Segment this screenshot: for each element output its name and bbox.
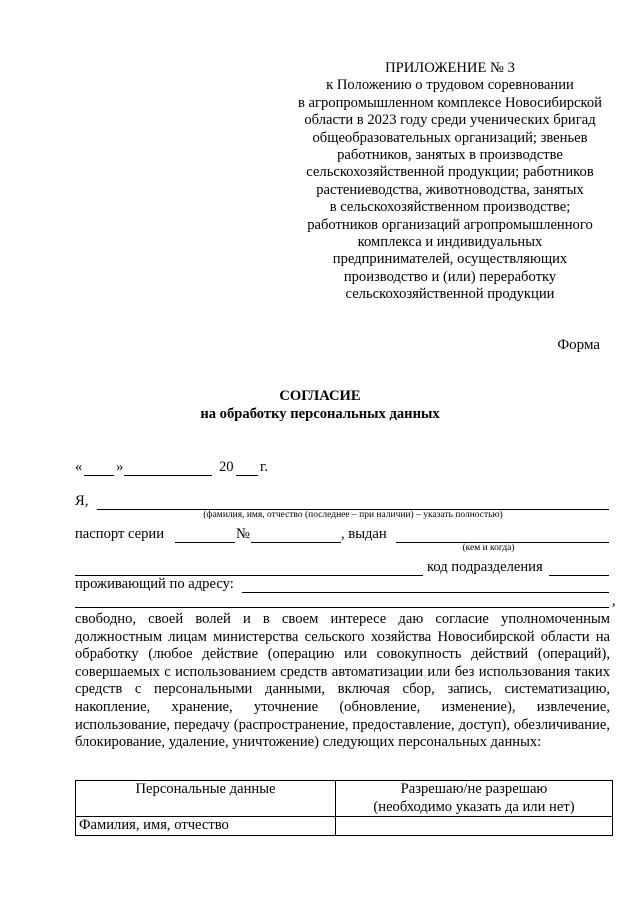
passport-series-label: паспорт серии	[75, 526, 165, 542]
appendix-lines	[282, 77, 618, 303]
personal-data-table	[75, 780, 613, 836]
appendix-line: предпринимателей, осуществляющих	[332, 251, 568, 268]
address-field-line-2[interactable]	[75, 607, 609, 608]
date-year-prefix: 20	[219, 459, 234, 475]
appendix-line: в сельскохозяйственном производстве;	[329, 199, 571, 216]
division-code-label: код подразделения	[427, 559, 543, 575]
date-month-field[interactable]	[124, 475, 212, 476]
appendix-line: работников организаций агропромышленного	[307, 216, 593, 233]
appendix-line: комплекса и индивидуальных	[357, 234, 543, 251]
date-year-suffix: г.	[260, 459, 268, 475]
appendix-line: сельскохозяйственной продукции	[345, 286, 555, 303]
consent-text: свободно, своей волей и в своем интересе даю согласие уполномоченным должностным лицам министерства сельского хозяйства Новосибирской области на обработку (любое действие (операцию или совокупность действий (операций), совершаемых с использованием средств автоматизации или без использования таких средств с персональными данными, включая сбор, запись, систематизацию, накопление, хранение, уточнение (обновление, изменение), извлечение, использование, передачу (распространение, предоставление, доступ), обезличивание, блокирование, удаление, уничтожение) следующих персональных данных:	[75, 611, 610, 751]
appendix-line: в агропромышленном комплексе Новосибирской	[297, 94, 602, 111]
appendix-line: общеобразовательных организаций; звеньев	[312, 129, 588, 146]
passport-series-field[interactable]	[175, 542, 235, 543]
personal-data-cell: Фамилия, имя, отчество	[76, 817, 336, 836]
permission-cell[interactable]	[336, 817, 613, 836]
passport-number-label: №	[236, 526, 250, 542]
appendix-line: сельскохозяйственной продукции; работников	[306, 164, 594, 181]
date-day-field[interactable]	[84, 475, 114, 476]
passport-issued-label: , выдан	[341, 526, 387, 542]
address-label: проживающий по адресу:	[75, 576, 234, 592]
header-permission-line-2: (необходимо указать да или нет)	[373, 798, 575, 815]
header-permission	[336, 781, 613, 817]
appendix-line: к Положению о трудовом соревновании	[326, 77, 574, 94]
appendix-line: области в 2023 году среди ученических бригад	[304, 112, 596, 129]
address-comma: ,	[612, 593, 616, 609]
header-personal-data: Персональные данные	[76, 781, 336, 817]
appendix-header	[282, 60, 618, 304]
header-permission-line-1: Разрешаю/не разрешаю	[400, 781, 548, 797]
name-label: Я,	[75, 493, 89, 509]
appendix-number: ПРИЛОЖЕНИЕ № 3	[385, 60, 515, 76]
date-close-quote: »	[116, 459, 124, 475]
title-line-1: СОГЛАСИЕ	[279, 388, 361, 404]
title-line-2: на обработку персональных данных	[200, 406, 440, 422]
document-title	[0, 387, 640, 423]
division-code-field[interactable]	[549, 575, 609, 576]
form-label: Форма	[557, 337, 600, 353]
appendix-line: производство и (или) переработку	[343, 268, 557, 285]
passport-number-field[interactable]	[251, 542, 341, 543]
table-header-row	[76, 781, 613, 817]
table-row	[76, 817, 613, 836]
date-year-field[interactable]	[236, 475, 258, 476]
address-field[interactable]	[242, 592, 609, 593]
passport-issued-hint: (кем и когда)	[462, 543, 515, 553]
appendix-line: работников, занятых в производстве	[337, 147, 563, 164]
date-open-quote: «	[75, 459, 83, 475]
full-name-hint: (фамилия, имя, отчество (последнее – при наличии) – указать полностью)	[203, 510, 503, 520]
appendix-line: растениеводства, животноводства, занятых	[316, 181, 584, 198]
